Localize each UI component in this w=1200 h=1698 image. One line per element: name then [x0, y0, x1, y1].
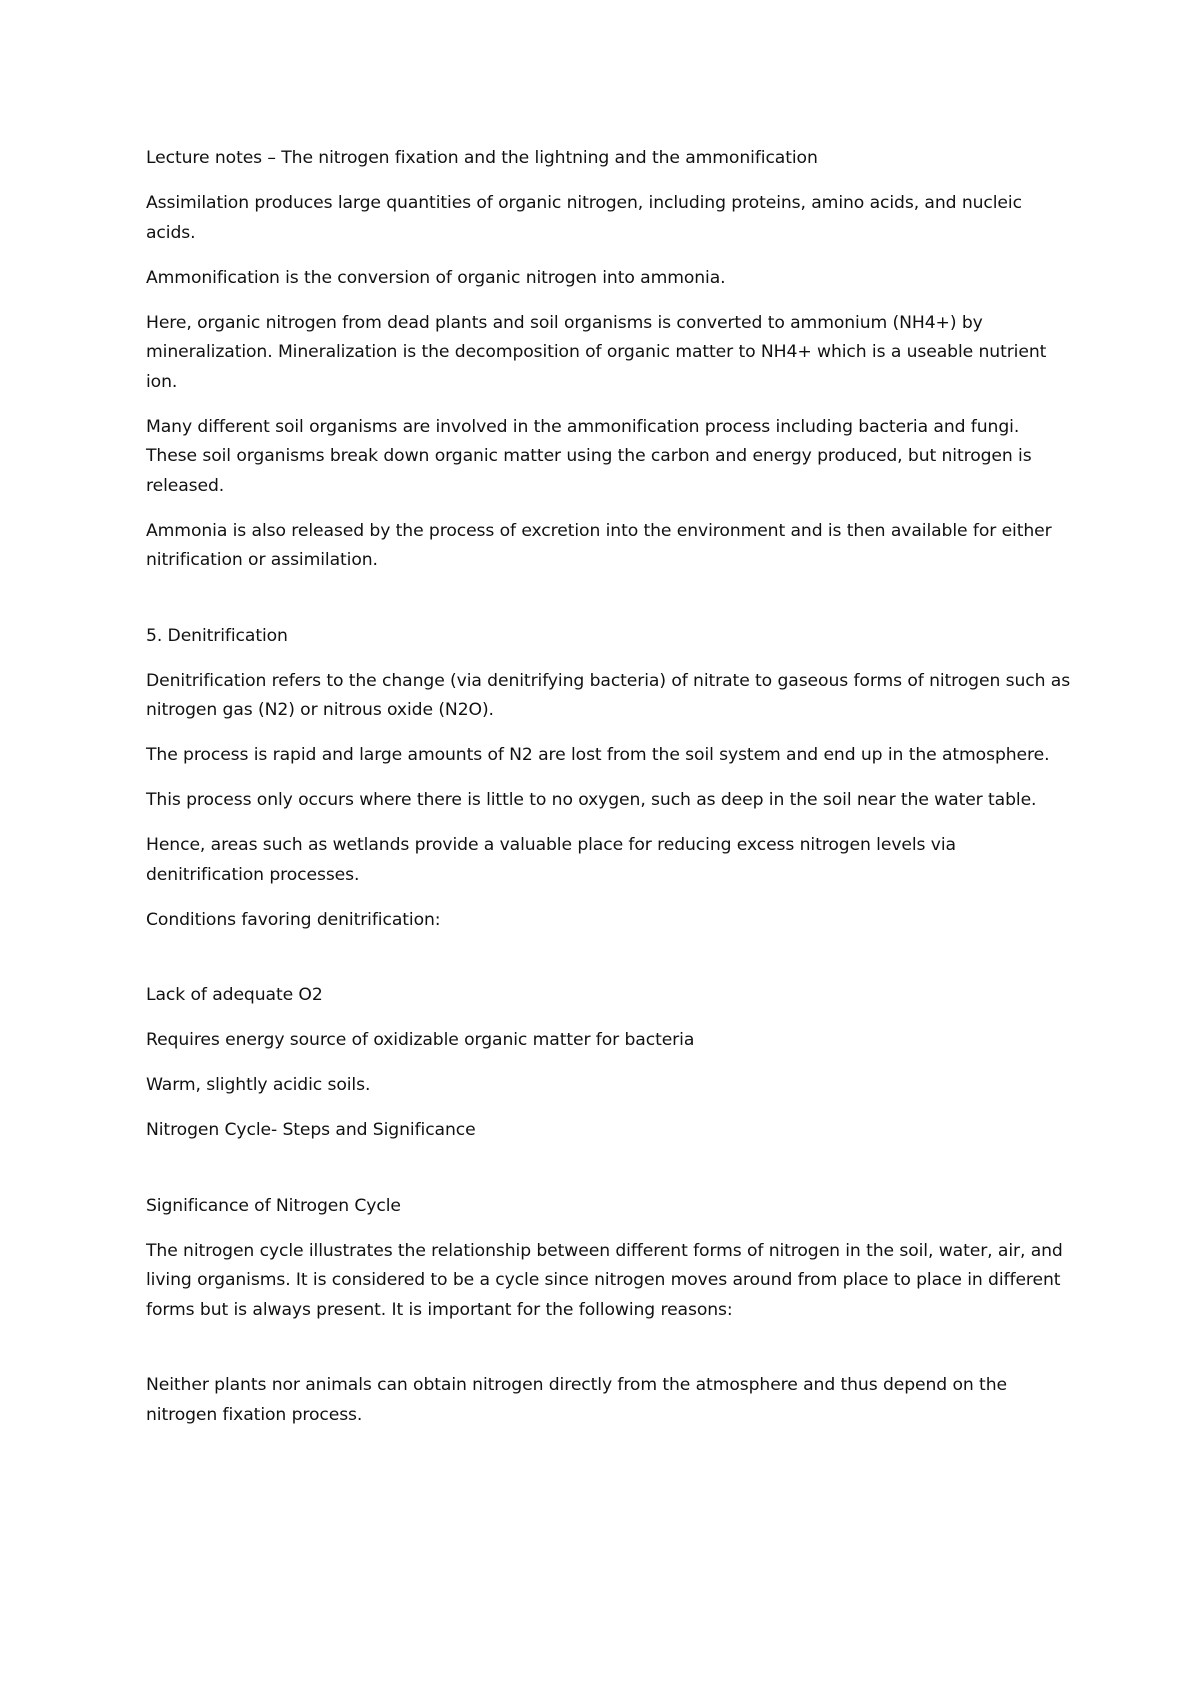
section-heading-significance: Significance of Nitrogen Cycle — [146, 1195, 401, 1216]
paragraph-nitrogen-fixation-dependence: Neither plants nor animals can obtain nitrogen directly from the atmosphere and thus depend on the nitrogen fixation process. — [146, 1375, 1007, 1425]
condition-item: Requires energy source of oxidizable organic matter for bacteria — [146, 1030, 695, 1050]
lecture-notes-title: Lecture notes – The nitrogen fixation and the lightning and the ammonification — [146, 148, 818, 168]
document-body — [146, 144, 1071, 1446]
paragraph-mineralization: Here, organic nitrogen from dead plants and soil organisms is converted to ammonium (NH4+) by mineralization. Mineralization is the decomposition of organic matter to NH4+ which is a useable nutrient ion. — [146, 312, 1047, 392]
nitrogen-cycle-steps-heading: Nitrogen Cycle- Steps and Significance — [146, 1120, 476, 1140]
paragraph-ammonification-definition: Ammonification is the conversion of organic nitrogen into ammonia. — [146, 267, 726, 288]
paragraph-wetlands: Hence, areas such as wetlands provide a valuable place for reducing excess nitrogen levels via denitrification processes. — [146, 835, 956, 885]
paragraph-ammonia-excretion: Ammonia is also released by the process of excretion into the environment and is then available for either nitrification or assimilation. — [146, 520, 1052, 570]
paragraph-nitrogen-cycle-relationship: The nitrogen cycle illustrates the relationship between different forms of nitrogen in the soil, water, air, and living organisms. It is considered to be a cycle since nitrogen moves around from place to place in different forms but is always present. It is important for the following reasons: — [146, 1240, 1063, 1320]
paragraph-denitrification-definition: Denitrification refers to the change (via denitrifying bacteria) of nitrate to gaseous forms of nitrogen such as nitrogen gas (N2) or nitrous oxide (N2O). — [146, 670, 1071, 720]
paragraph-rapid-process: The process is rapid and large amounts of N2 are lost from the soil system and end up in the atmosphere. — [146, 745, 1050, 765]
condition-item: Warm, slightly acidic soils. — [146, 1075, 371, 1095]
paragraph-little-oxygen: This process only occurs where there is little to no oxygen, such as deep in the soil near the water table. — [146, 790, 1037, 810]
section-heading-denitrification: 5. Denitrification — [146, 625, 288, 646]
condition-item: Lack of adequate O2 — [146, 985, 323, 1005]
conditions-heading: Conditions favoring denitrification: — [146, 909, 441, 930]
paragraph-soil-organisms: Many different soil organisms are involved in the ammonification process including bacteria and fungi. These soil organisms break down organic matter using the carbon and energy produced, but nitrogen is released. — [146, 416, 1032, 496]
paragraph-assimilation: Assimilation produces large quantities of organic nitrogen, including proteins, amino acids, and nucleic acids. — [146, 193, 1022, 243]
